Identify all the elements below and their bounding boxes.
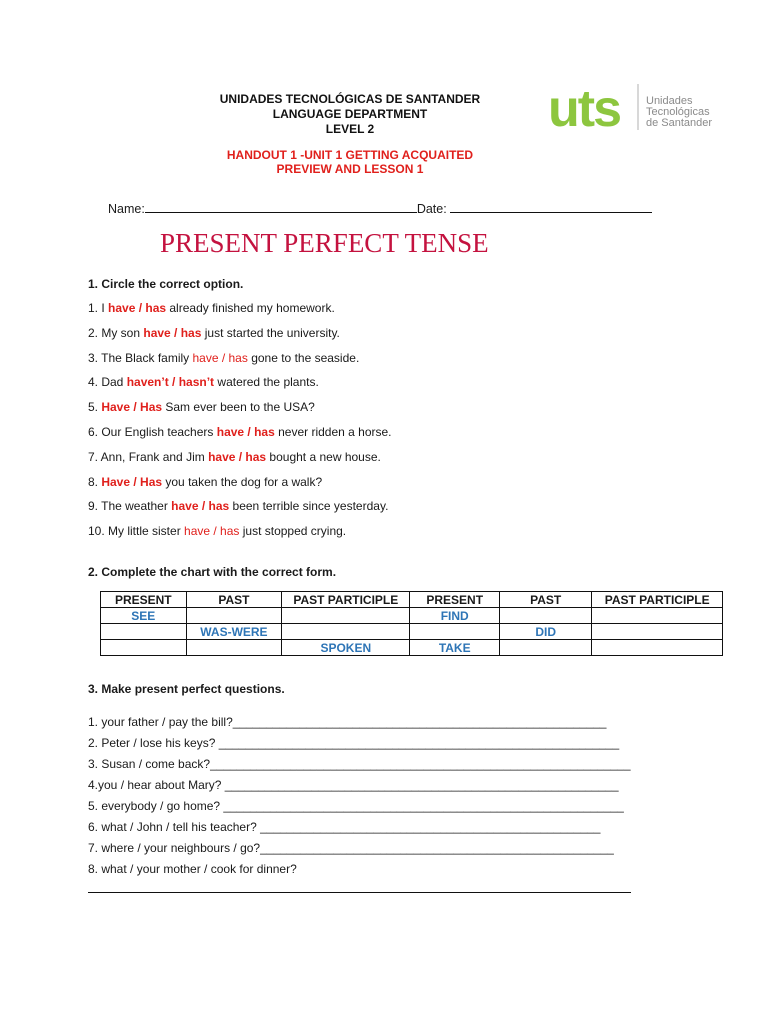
level-label: LEVEL 2: [325, 122, 375, 136]
uts-logo: [548, 84, 728, 139]
exercise-item: [88, 326, 340, 340]
chart-cell: DID: [500, 624, 592, 640]
name-date-row: [108, 200, 652, 216]
chart-column-header: PAST PARTICIPLE: [282, 592, 410, 608]
exercise-text: 1. I: [88, 301, 109, 315]
chart-column-header: PAST PARTICIPLE: [592, 592, 723, 608]
chart-column-header: PRESENT: [410, 592, 500, 608]
chart-column-header: PAST: [500, 592, 592, 608]
chart-column-header: PRESENT: [101, 592, 187, 608]
question-item[interactable]: 6. what / John / tell his teacher? ___________________________________________________: [88, 820, 601, 834]
option-choice[interactable]: have / has: [143, 325, 202, 340]
option-choice[interactable]: have / has: [192, 350, 248, 365]
chart-cell[interactable]: [186, 640, 282, 656]
chart-cell[interactable]: [500, 640, 592, 656]
department-name: LANGUAGE DEPARTMENT: [272, 107, 428, 121]
exercise-text: bought a new house.: [266, 449, 381, 464]
option-choice[interactable]: have / has: [171, 499, 230, 514]
question-item[interactable]: 4.you / hear about Mary? ___________________________________________________________: [88, 778, 619, 792]
exercise-text: just stopped crying.: [239, 524, 347, 539]
exercise-item: [88, 400, 315, 414]
option-choice[interactable]: have / has: [208, 449, 267, 464]
exercise-text: watered the plants.: [214, 375, 319, 390]
verb-chart: [100, 591, 723, 656]
chart-cell[interactable]: [101, 624, 187, 640]
chart-row: [101, 624, 723, 640]
page-title: PRESENT PERFECT TENSE: [160, 228, 489, 258]
exercise-item: [88, 301, 335, 315]
exercise-text: 9. The weather: [88, 499, 172, 514]
exercise-text: gone to the seaside.: [247, 350, 360, 365]
section2-heading: 2. Complete the chart with the correct form.: [88, 565, 337, 579]
exercise-text: just started the university.: [201, 325, 340, 340]
exercise-text: 5.: [88, 400, 102, 415]
exercise-text: Sam ever been to the USA?: [162, 400, 315, 415]
exercise-item: [88, 524, 346, 538]
chart-row: [101, 608, 723, 624]
date-label: Date:: [416, 202, 447, 216]
chart-cell[interactable]: [500, 608, 592, 624]
chart-cell: WAS-WERE: [186, 624, 282, 640]
option-choice[interactable]: have / has: [108, 301, 167, 315]
chart-cell: TAKE: [410, 640, 500, 656]
exercise-text: you taken the dog for a walk?: [162, 474, 323, 489]
option-choice[interactable]: Have / Has: [101, 400, 163, 415]
chart-column-header: PAST: [186, 592, 282, 608]
exercise-text: 2. My son: [88, 325, 144, 340]
exercise-text: 6. Our English teachers: [88, 425, 217, 439]
answer-line[interactable]: [88, 892, 631, 893]
question-item[interactable]: 7. where / your neighbours / go?_____________________________________________________: [88, 841, 614, 855]
exercise-text: 10. My little sister: [88, 524, 185, 539]
handout-title: HANDOUT 1 -UNIT 1 GETTING ACQUAITED: [226, 148, 474, 162]
section3-heading: 3. Make present perfect questions.: [88, 682, 285, 696]
exercise-item: [88, 499, 388, 513]
chart-cell: FIND: [410, 608, 500, 624]
chart-cell[interactable]: [592, 624, 723, 640]
logo-line-2: Tecnológicas: [646, 106, 710, 118]
exercise-text: 4. Dad: [88, 375, 127, 390]
exercise-text: 7. Ann, Frank and Jim: [88, 449, 209, 464]
chart-cell: SPOKEN: [282, 640, 410, 656]
school-name: UNIDADES TECNOLÓGICAS DE SANTANDER: [219, 92, 481, 106]
exercise-item: [88, 351, 359, 365]
chart-cell[interactable]: [592, 640, 723, 656]
chart-row: [101, 640, 723, 656]
option-choice[interactable]: Have / Has: [101, 474, 163, 489]
chart-header-row: [101, 592, 723, 608]
chart-cell[interactable]: [186, 608, 282, 624]
exercise-text: been terrible since yesterday.: [229, 499, 389, 514]
logo-line-1: Unidades: [646, 95, 693, 107]
exercise-item: [88, 475, 322, 489]
chart-cell[interactable]: [282, 624, 410, 640]
exercise-item: [88, 375, 319, 389]
chart-cell[interactable]: [101, 640, 187, 656]
name-label: Name:: [108, 202, 145, 216]
logo-mark: uts: [548, 84, 620, 134]
chart-cell[interactable]: [410, 624, 500, 640]
chart-cell: SEE: [101, 608, 187, 624]
name-field[interactable]: [145, 200, 417, 213]
chart-cell[interactable]: [282, 608, 410, 624]
question-item[interactable]: 5. everybody / go home? ____________________________________________________________: [88, 799, 624, 813]
exercise-text: 3. The Black family: [88, 350, 193, 365]
question-item[interactable]: 1. your father / pay the bill?________________________________________________________: [88, 715, 607, 729]
question-item[interactable]: 2. Peter / lose his keys? ____________________________________________________________: [88, 736, 620, 750]
exercise-text: never ridden a horse.: [274, 425, 392, 439]
option-choice[interactable]: have / has: [184, 524, 240, 539]
exercise-text: 8.: [88, 474, 102, 489]
date-field[interactable]: [450, 200, 652, 213]
option-choice[interactable]: have / has: [216, 425, 275, 439]
section1-heading: 1. Circle the correct option.: [88, 277, 244, 291]
exercise-text: already finished my homework.: [166, 301, 335, 315]
exercise-item: [88, 450, 381, 464]
chart-cell[interactable]: [592, 608, 723, 624]
question-item[interactable]: 3. Susan / come back?_______________________________________________________________: [88, 757, 631, 771]
lesson-title: PREVIEW AND LESSON 1: [276, 162, 424, 176]
option-choice[interactable]: haven’t / hasn’t: [126, 375, 215, 390]
question-item[interactable]: 8. what / your mother / cook for dinner?: [88, 862, 297, 876]
logo-line-3: de Santander: [646, 117, 713, 129]
exercise-item: [88, 425, 392, 439]
